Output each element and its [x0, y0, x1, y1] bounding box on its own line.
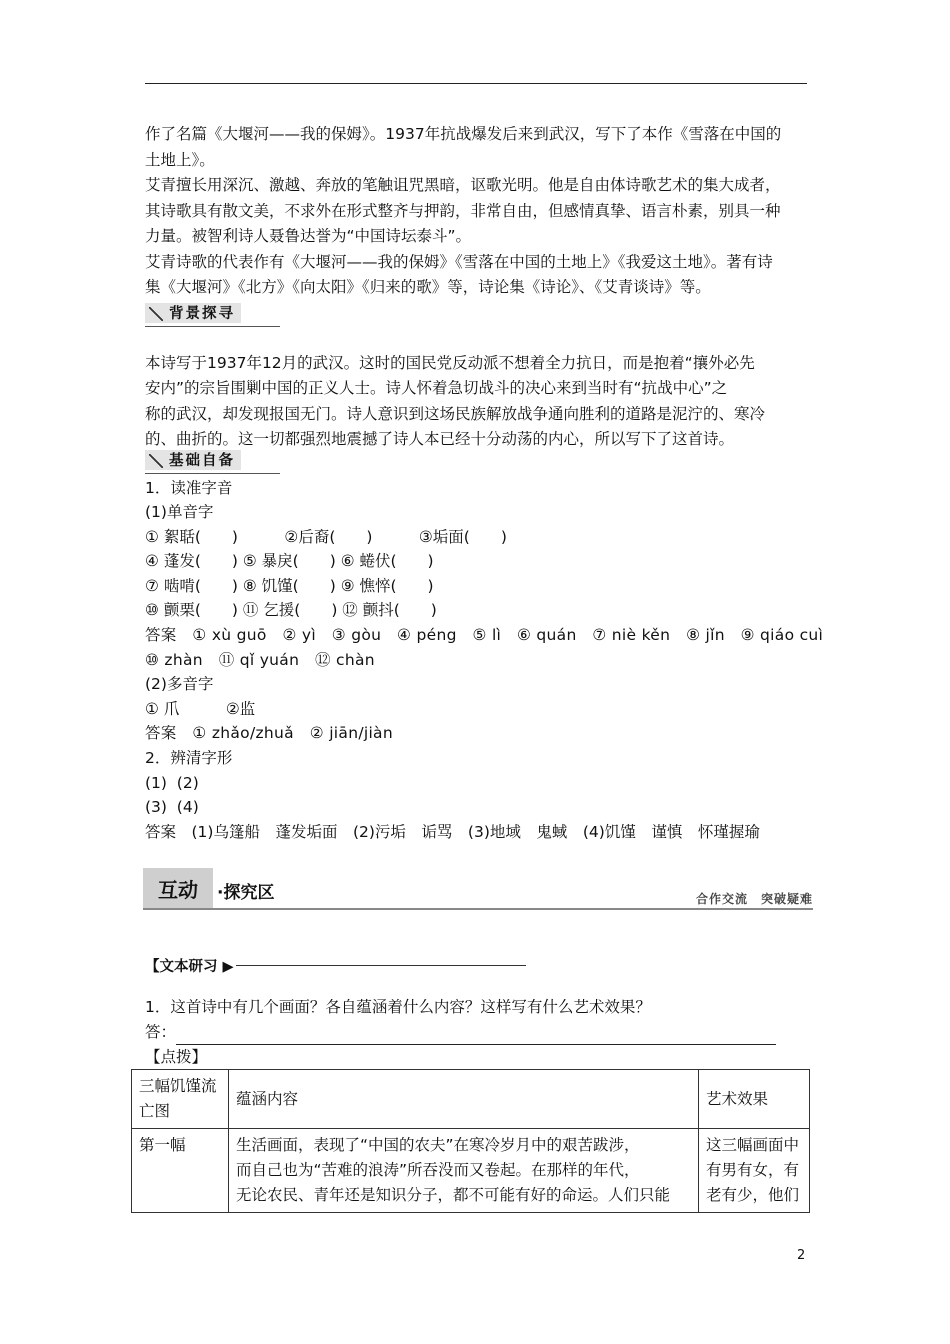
header-rule	[145, 83, 807, 84]
background-line: 安内”的宗旨围剿中国的正义人士。诗人怀着急切战斗的决心来到当时有“抗战中心”之	[145, 379, 728, 397]
cell-line: 无论农民、青年还是知识分子，都不可能有好的命运。人们只能	[236, 1186, 671, 1204]
text-study-label: 【文本研习 ▶	[145, 959, 234, 975]
band-subtitle: 合作交流 突破疑难	[695, 892, 813, 906]
cell-line: 而自己也为“苦难的浪涛”所吞没而又卷起。在那样的年代，	[236, 1161, 640, 1179]
table-cell: 第一幅	[132, 1129, 229, 1213]
background-line: 称的武汉，却发现报国无门。诗人意识到这场民族解放战争通向胜利的道路是泥泞的、寒冷	[145, 404, 766, 423]
pronunciation-row: ① 爪 ②监	[145, 699, 256, 718]
background-line: 的、曲折的。这一切都强烈地震撼了诗人本已经十分动荡的内心，所以写下了这首诗。	[145, 430, 735, 448]
table-row	[132, 1129, 810, 1213]
corner-mark-icon	[147, 305, 163, 321]
basics-item: 2．辨清字形	[145, 749, 233, 768]
answer-label: 答：	[145, 1023, 177, 1041]
question-block	[145, 995, 810, 1070]
interaction-band	[143, 868, 813, 912]
heading-rule	[236, 965, 526, 966]
intro-line: 土地上》。	[145, 150, 215, 169]
intro-line: 其诗歌具有散文美，不求外在形式整齐与押韵，非常自由，但感情真挚、语言朴素，别具一种	[145, 201, 781, 220]
table-row	[132, 1070, 810, 1129]
cell-line: 这三幅画面中	[706, 1136, 800, 1154]
pronunciation-row: ① 絮聒( ) ②后裔( ) ③垢面( )	[145, 527, 507, 546]
cell-line: 生活画面，表现了“中国的农夫”在寒冷岁月中的艰苦跋涉，	[236, 1136, 640, 1154]
answer-line: 答案 (1)乌篷船 蓬发垢面 (2)污垢 诟骂 (3)地域 鬼蜮 (4)饥馑 谨慎 怀瑾握瑜	[145, 822, 760, 841]
basics-sub: (1)单音字	[145, 503, 214, 522]
pronunciation-row: ⑩ 颤栗( ) ⑪ 乞援( ) ⑫ 颤抖( )	[145, 601, 437, 620]
table-cell	[699, 1129, 810, 1213]
intro-line: 作了名篇《大堰河——我的保姆》。1937年抗战爆发后来到武汉，写下了本作《雪落在中国的	[145, 125, 782, 143]
text-study-heading	[145, 955, 526, 976]
basics-sub: (2)多音字	[145, 675, 214, 694]
band-title: ·探究区	[217, 883, 275, 903]
main-content	[145, 122, 824, 844]
intro-line: 集《大堰河》《北方》《向太阳》《归来的歌》等，诗论集《诗论》、《艾青谈诗》等。	[145, 278, 711, 296]
basics-item: 1．读准字音	[145, 478, 233, 497]
page-number: 2	[797, 1248, 806, 1263]
table-cell: 艺术效果	[699, 1070, 810, 1129]
band-rule	[143, 908, 813, 910]
answer-line: ⑩ zhàn ⑪ qǐ yuán ⑫ chàn	[145, 650, 375, 669]
glyph-row: (1) (2)	[145, 773, 199, 792]
hint-label: 【点拨】	[145, 1048, 208, 1066]
section-heading-background	[145, 303, 810, 329]
cell-line: 老有少，他们	[706, 1186, 800, 1204]
table-cell	[229, 1129, 699, 1213]
intro-line: 艾青诗歌的代表作有《大堰河——我的保姆》《雪落在中国的土地上》《我爱这土地》。著有诗	[145, 252, 773, 271]
pronunciation-row: ④ 蓬发( ) ⑤ 暴戾( ) ⑥ 蜷伏( )	[145, 552, 434, 571]
pronunciation-row: ⑦ 啮啃( ) ⑧ 饥馑( ) ⑨ 憔悴( )	[145, 576, 434, 595]
intro-line: 艾青擅长用深沉、激越、奔放的笔触诅咒黑暗，讴歌光明。他是自由体诗歌艺术的集大成者，	[145, 176, 781, 194]
band-tab: 互动	[143, 868, 213, 908]
section-heading-basics	[145, 450, 810, 476]
intro-line: 力量。被智利诗人聂鲁达誉为“中国诗坛泰斗”。	[145, 227, 472, 245]
answer-blank[interactable]	[176, 1028, 776, 1045]
table-cell: 蕴涵内容	[229, 1070, 699, 1129]
question-text: 1．这首诗中有几个画面？各自蕴涵着什么内容？这样写有什么艺术效果？	[145, 998, 651, 1016]
analysis-table	[131, 1069, 810, 1213]
section-title: 背景探寻	[169, 306, 235, 322]
answer-line: 答案 ① zhǎo/zhuǎ ② jiān/jiàn	[145, 724, 393, 743]
glyph-row: (3) (4)	[145, 798, 199, 817]
table-cell: 三幅饥馑流亡图	[132, 1070, 229, 1129]
section-title: 基础自备	[169, 453, 235, 469]
cell-line: 有男有女，有	[706, 1161, 800, 1179]
background-line: 本诗写于1937年12月的武汉。这时的国民党反动派不想着全力抗日，而是抱着“攘外必先	[145, 353, 755, 372]
answer-line: 答案 ① xù guō ② yì ③ gòu ④ péng ⑤ lì ⑥ quán ⑦ niè kěn ⑧ jǐn ⑨ qiáo cuì	[145, 626, 824, 645]
corner-mark-icon	[147, 452, 163, 468]
